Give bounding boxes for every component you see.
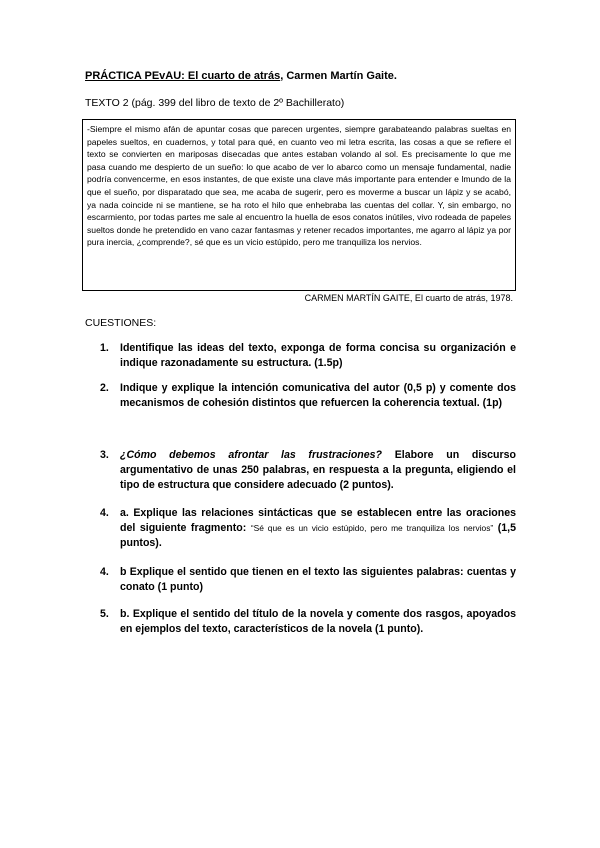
title-underlined: PRÁCTICA PEvAU: El cuarto de atrás <box>85 70 281 82</box>
question-3 <box>100 448 516 493</box>
question-text: Indique y explique la intención comunicativa del autor (0,5 p) y comente dos mecanismos de cohesión distintos que refuercen la coherencia textual. (1p) <box>120 382 516 409</box>
question-2 <box>100 381 516 411</box>
question-5 <box>100 607 516 637</box>
question-italic: ¿Cómo debemos afrontar las frustraciones? <box>120 449 383 461</box>
questions-heading: CUESTIONES: <box>85 317 157 329</box>
question-number: 5. <box>100 608 109 620</box>
text-excerpt-box <box>82 119 516 291</box>
question-1 <box>100 341 516 371</box>
question-text: b. Explique el sentido del título de la novela y comente dos rasgos, apoyados en ejemplos del texto, característicos de la novela (1 punto). <box>120 608 516 635</box>
question-4a <box>100 506 516 551</box>
text-excerpt: -Siempre el mismo afán de apuntar cosas que parecen urgentes, siempre garabateando palabras sueltas en papeles sueltos, en cuadernos, y total para qué, en cuanto veo mi letra escrita, las cosas a que se refiere el texto se convierten en mariposas disecadas que antes estaban volando al sol. Es precisamente lo que me pasa cuando me despierto de un sueño: lo que acabo de ver lo abarco como un mensaje fundamental, nadie podría convencerme, en esos instantes, de que existe una clave más importante para entender e lmundo de la que el sueño, por disparatado que sea, me acaba de sugerir, pero es moverme a buscar un lápiz y se acabó, ya nada coincide ni se mantiene, se ha roto el hilo que enhebraba las cuentas del collar. Y, sin embargo, no escarmiento, por todas partes me sale al encuentro la huella de esos conatos inútiles, vivo rodeada de papeles sueltos donde he pretendido en vano cazar fantasmas y retener recados importantes, me agarro al lápiz ya por pura inercia, ¿comprende?, sé que es un vicio estúpido, pero me tranquiliza los nervios. <box>87 124 511 248</box>
text-attribution: CARMEN MARTÍN GAITE, El cuarto de atrás, 1978. <box>304 293 513 303</box>
question-number: 4. <box>100 507 109 519</box>
question-quote: “Sé que es un vicio estúpido, pero me tranquiliza los nervios” <box>250 523 494 533</box>
question-points: (1,5 puntos). <box>120 522 516 549</box>
question-number: 4. <box>100 566 109 578</box>
question-text: Identifique las ideas del texto, exponga de forma concisa su organización e indique razonadamente su estructura. (1.5p) <box>120 342 516 369</box>
question-number: 3. <box>100 449 109 461</box>
question-4b <box>100 565 516 595</box>
question-rest: Elabore un discurso argumentativo de unas 250 palabras, en respuesta a la pregunta, eligiendo el tipo de estructura que considere adecuado (2 puntos). <box>120 449 516 491</box>
question-number: 1. <box>100 342 109 354</box>
title-author: , Carmen Martín Gaite. <box>280 70 397 82</box>
document-title <box>85 70 397 82</box>
question-main: a. Explique las relaciones sintácticas que se establecen entre las oraciones del siguiente fragmento: <box>120 507 516 534</box>
question-text: b Explique el sentido que tienen en el texto las siguientes palabras: cuentas y conato (1 punto) <box>120 566 516 593</box>
question-text <box>120 448 516 493</box>
question-number: 2. <box>100 382 109 394</box>
question-text <box>120 506 516 551</box>
text-reference: TEXTO 2 (pág. 399 del libro de texto de 2º Bachillerato) <box>85 97 345 109</box>
